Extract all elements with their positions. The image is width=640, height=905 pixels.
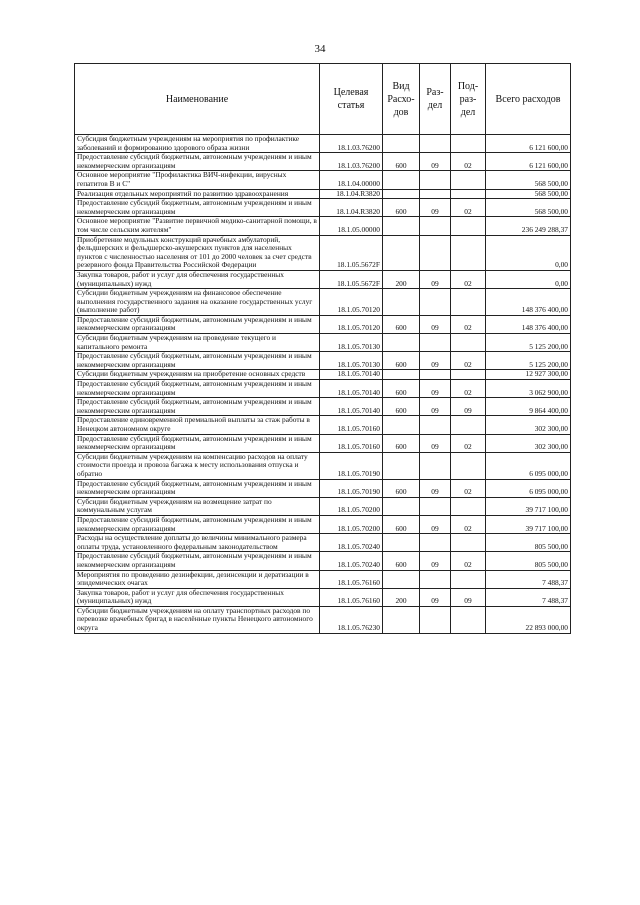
table-row (75, 534, 571, 552)
row-vid (383, 606, 420, 633)
table-row (75, 452, 571, 479)
row-code: 18.1.05.76230 (320, 606, 383, 633)
row-total: 22 893 000,00 (486, 606, 571, 633)
row-vid (383, 370, 420, 380)
row-vid (383, 289, 420, 316)
row-total: 568 500,00 (486, 171, 571, 189)
row-name: Расходы на осуществление доплаты до величины минимального размера оплаты труда, установленного федеральным законодательством (75, 534, 320, 552)
row-name: Субсидии бюджетным учреждениям на оплату транспортных расходов по перевозке врачебных бригад в населённые пункты Ненецкого автономного округа (75, 606, 320, 633)
row-name: Субсидии бюджетным учреждениям на компенсацию расходов на оплату стоимости проезда и провоза багажа к месту использования отпуска и обратно (75, 452, 320, 479)
row-podrazdel: 02 (451, 199, 486, 217)
row-razdel (420, 135, 451, 153)
row-total: 9 864 400,00 (486, 398, 571, 416)
row-total: 568 500,00 (486, 199, 571, 217)
row-vid: 600 (383, 352, 420, 370)
row-razdel: 09 (420, 434, 451, 452)
row-code: 18.1.05.5672F (320, 270, 383, 288)
row-total: 148 376 400,00 (486, 315, 571, 333)
table-row (75, 515, 571, 533)
table-row (75, 606, 571, 633)
row-vid: 600 (383, 434, 420, 452)
row-code: 18.1.04.R3820 (320, 199, 383, 217)
row-vid: 600 (383, 479, 420, 497)
table-row (75, 370, 571, 380)
row-name: Предоставление единовременной премиальной выплаты за стаж работы в Ненецком автономном округе (75, 416, 320, 434)
row-code: 18.1.05.70200 (320, 497, 383, 515)
row-podrazdel: 02 (451, 153, 486, 171)
row-razdel (420, 370, 451, 380)
row-name: Предоставление субсидий бюджетным, автономным учреждениям и иным некоммерческим организациям (75, 552, 320, 570)
table-row (75, 217, 571, 235)
row-razdel: 09 (420, 479, 451, 497)
row-razdel: 09 (420, 315, 451, 333)
row-total: 7 488,37 (486, 588, 571, 606)
row-name: Предоставление субсидий бюджетным, автономным учреждениям и иным некоммерческим организациям (75, 380, 320, 398)
row-total: 236 249 288,37 (486, 217, 571, 235)
row-vid (383, 416, 420, 434)
row-razdel (420, 497, 451, 515)
row-name: Закупка товаров, работ и услуг для обеспечения государственных (муниципальных) нужд (75, 270, 320, 288)
row-podrazdel (451, 570, 486, 588)
table-row (75, 380, 571, 398)
row-name: Приобретение модульных конструкций врачебных амбулаторий, фельдшерских и фельдшерско-акушерских пунктов для населенных пунктов с численностью населения от 101 до 2000 человек за счет средств резервного фонда Правительства Российской Федерации (75, 235, 320, 270)
row-name: Предоставление субсидий бюджетным, автономным учреждениям и иным некоммерческим организациям (75, 315, 320, 333)
row-razdel: 09 (420, 380, 451, 398)
row-code: 18.1.05.00000 (320, 217, 383, 235)
table-row (75, 334, 571, 352)
row-vid: 200 (383, 270, 420, 288)
row-vid (383, 570, 420, 588)
row-razdel (420, 534, 451, 552)
row-vid: 200 (383, 588, 420, 606)
header-razdel: Раз-дел (420, 64, 451, 135)
row-code: 18.1.05.70160 (320, 416, 383, 434)
row-name: Мероприятия по проведению дезинфекции, дезинсекции и дератизации в эпидемических очагах (75, 570, 320, 588)
row-vid: 600 (383, 398, 420, 416)
row-vid (383, 452, 420, 479)
row-code: 18.1.05.76160 (320, 588, 383, 606)
table-row (75, 270, 571, 288)
row-code: 18.1.05.76160 (320, 570, 383, 588)
table-row (75, 398, 571, 416)
table-header-row (75, 64, 571, 135)
row-code: 18.1.05.70240 (320, 552, 383, 570)
row-total: 5 125 200,00 (486, 334, 571, 352)
row-razdel (420, 334, 451, 352)
table-row (75, 135, 571, 153)
row-podrazdel (451, 235, 486, 270)
row-name: Субсидии бюджетным учреждениям на возмещение затрат по коммунальным услугам (75, 497, 320, 515)
row-razdel (420, 289, 451, 316)
row-podrazdel: 09 (451, 398, 486, 416)
header-code: Целевая статья (320, 64, 383, 135)
row-code: 18.1.05.70120 (320, 315, 383, 333)
row-vid (383, 497, 420, 515)
row-name: Предоставление субсидий бюджетным, автономным учреждениям и иным некоммерческим организациям (75, 199, 320, 217)
header-total: Всего расходов (486, 64, 571, 135)
row-vid: 600 (383, 153, 420, 171)
table-row (75, 289, 571, 316)
row-code: 18.1.05.70120 (320, 289, 383, 316)
row-name: Субсидии бюджетным учреждениям на проведение текущего и капитального ремонта (75, 334, 320, 352)
row-vid (383, 235, 420, 270)
row-razdel (420, 452, 451, 479)
table-row (75, 352, 571, 370)
page-number: 34 (314, 43, 326, 55)
row-vid: 600 (383, 515, 420, 533)
row-vid: 600 (383, 315, 420, 333)
row-code: 18.1.05.70140 (320, 370, 383, 380)
row-name: Предоставление субсидий бюджетным, автономным учреждениям и иным некоммерческим организациям (75, 352, 320, 370)
table-row (75, 552, 571, 570)
row-podrazdel (451, 171, 486, 189)
row-podrazdel: 02 (451, 270, 486, 288)
row-razdel (420, 416, 451, 434)
row-vid (383, 534, 420, 552)
row-podrazdel (451, 289, 486, 316)
row-total: 39 717 100,00 (486, 497, 571, 515)
row-podrazdel (451, 135, 486, 153)
row-code: 18.1.05.70240 (320, 534, 383, 552)
row-podrazdel (451, 606, 486, 633)
row-code: 18.1.05.70130 (320, 352, 383, 370)
row-code: 18.1.05.70140 (320, 398, 383, 416)
table-row (75, 199, 571, 217)
budget-table (74, 63, 571, 634)
header-podrazdel: Под-раз-дел (451, 64, 486, 135)
row-total: 0,00 (486, 235, 571, 270)
row-podrazdel (451, 334, 486, 352)
row-podrazdel: 02 (451, 434, 486, 452)
row-name: Предоставление субсидий бюджетным, автономным учреждениям и иным некоммерческим организациям (75, 398, 320, 416)
row-total: 5 125 200,00 (486, 352, 571, 370)
table-row (75, 153, 571, 171)
row-name: Субсидии бюджетным учреждениям на приобретение основных средств (75, 370, 320, 380)
row-razdel: 09 (420, 552, 451, 570)
row-vid: 600 (383, 380, 420, 398)
row-code: 18.1.04.00000 (320, 171, 383, 189)
row-code: 18.1.05.70130 (320, 334, 383, 352)
row-razdel: 09 (420, 153, 451, 171)
row-podrazdel (451, 497, 486, 515)
table-row (75, 497, 571, 515)
row-podrazdel: 02 (451, 315, 486, 333)
row-vid: 600 (383, 552, 420, 570)
row-podrazdel: 02 (451, 479, 486, 497)
row-razdel (420, 235, 451, 270)
table-row (75, 416, 571, 434)
table-row (75, 315, 571, 333)
row-vid (383, 189, 420, 199)
row-podrazdel (451, 217, 486, 235)
row-total: 0,00 (486, 270, 571, 288)
table-row (75, 570, 571, 588)
row-podrazdel: 02 (451, 552, 486, 570)
table-row (75, 171, 571, 189)
row-razdel: 09 (420, 199, 451, 217)
row-razdel (420, 606, 451, 633)
row-razdel: 09 (420, 588, 451, 606)
row-name: Предоставление субсидий бюджетным, автономным учреждениям и иным некоммерческим организациям (75, 479, 320, 497)
row-name: Основное мероприятие "Развитие первичной медико-санитарной помощи, в том числе сельским жителям" (75, 217, 320, 235)
row-razdel: 09 (420, 352, 451, 370)
row-total: 148 376 400,00 (486, 289, 571, 316)
row-total: 7 488,37 (486, 570, 571, 588)
row-code: 18.1.05.70200 (320, 515, 383, 533)
row-code: 18.1.05.70190 (320, 479, 383, 497)
row-total: 302 300,00 (486, 434, 571, 452)
row-name: Закупка товаров, работ и услуг для обеспечения государственных (муниципальных) нужд (75, 588, 320, 606)
row-total: 6 121 600,00 (486, 153, 571, 171)
row-razdel: 09 (420, 270, 451, 288)
header-name: Наименование (75, 64, 320, 135)
row-total: 6 095 000,00 (486, 452, 571, 479)
row-total: 805 500,00 (486, 552, 571, 570)
row-code: 18.1.05.5672F (320, 235, 383, 270)
row-razdel (420, 189, 451, 199)
row-podrazdel (451, 534, 486, 552)
row-code: 18.1.05.70190 (320, 452, 383, 479)
row-podrazdel: 02 (451, 380, 486, 398)
table-row (75, 434, 571, 452)
row-total: 3 062 900,00 (486, 380, 571, 398)
row-total: 302 300,00 (486, 416, 571, 434)
row-razdel (420, 217, 451, 235)
row-name: Предоставление субсидий бюджетным, автономным учреждениям и иным некоммерческим организациям (75, 515, 320, 533)
row-code: 18.1.05.70160 (320, 434, 383, 452)
row-name: Основное мероприятие "Профилактика ВИЧ-инфекции, вирусных гепатитов В и С" (75, 171, 320, 189)
row-razdel: 09 (420, 515, 451, 533)
row-total: 568 500,00 (486, 189, 571, 199)
table-row (75, 189, 571, 199)
table-row (75, 588, 571, 606)
table-row (75, 479, 571, 497)
row-razdel: 09 (420, 398, 451, 416)
row-total: 12 927 300,00 (486, 370, 571, 380)
row-razdel (420, 570, 451, 588)
row-vid (383, 135, 420, 153)
row-name: Субсидия бюджетным учреждениям на мероприятия по профилактике заболеваний и формированию здорового образа жизни (75, 135, 320, 153)
row-code: 18.1.03.76200 (320, 135, 383, 153)
row-podrazdel (451, 416, 486, 434)
row-podrazdel: 09 (451, 588, 486, 606)
row-total: 805 500,00 (486, 534, 571, 552)
row-podrazdel (451, 370, 486, 380)
row-podrazdel: 02 (451, 352, 486, 370)
row-razdel (420, 171, 451, 189)
row-name: Предоставление субсидий бюджетным, автономным учреждениям и иным некоммерческим организациям (75, 434, 320, 452)
row-code: 18.1.03.76200 (320, 153, 383, 171)
row-vid (383, 334, 420, 352)
row-name: Реализация отдельных мероприятий по развитию здравоохранения (75, 189, 320, 199)
row-total: 6 095 000,00 (486, 479, 571, 497)
table-row (75, 235, 571, 270)
row-name: Субсидии бюджетным учреждениям на финансовое обеспечение выполнения государственного задания на оказание государственных услуг (выполнение работ) (75, 289, 320, 316)
row-name: Предоставление субсидий бюджетным, автономным учреждениям и иным некоммерческим организациям (75, 153, 320, 171)
header-vid: Вид Расхо-дов (383, 64, 420, 135)
row-podrazdel: 02 (451, 515, 486, 533)
row-total: 39 717 100,00 (486, 515, 571, 533)
row-vid (383, 171, 420, 189)
row-vid (383, 217, 420, 235)
row-podrazdel (451, 452, 486, 479)
row-podrazdel (451, 189, 486, 199)
row-total: 6 121 600,00 (486, 135, 571, 153)
row-code: 18.1.04.R3820 (320, 189, 383, 199)
row-code: 18.1.05.70140 (320, 380, 383, 398)
row-vid: 600 (383, 199, 420, 217)
